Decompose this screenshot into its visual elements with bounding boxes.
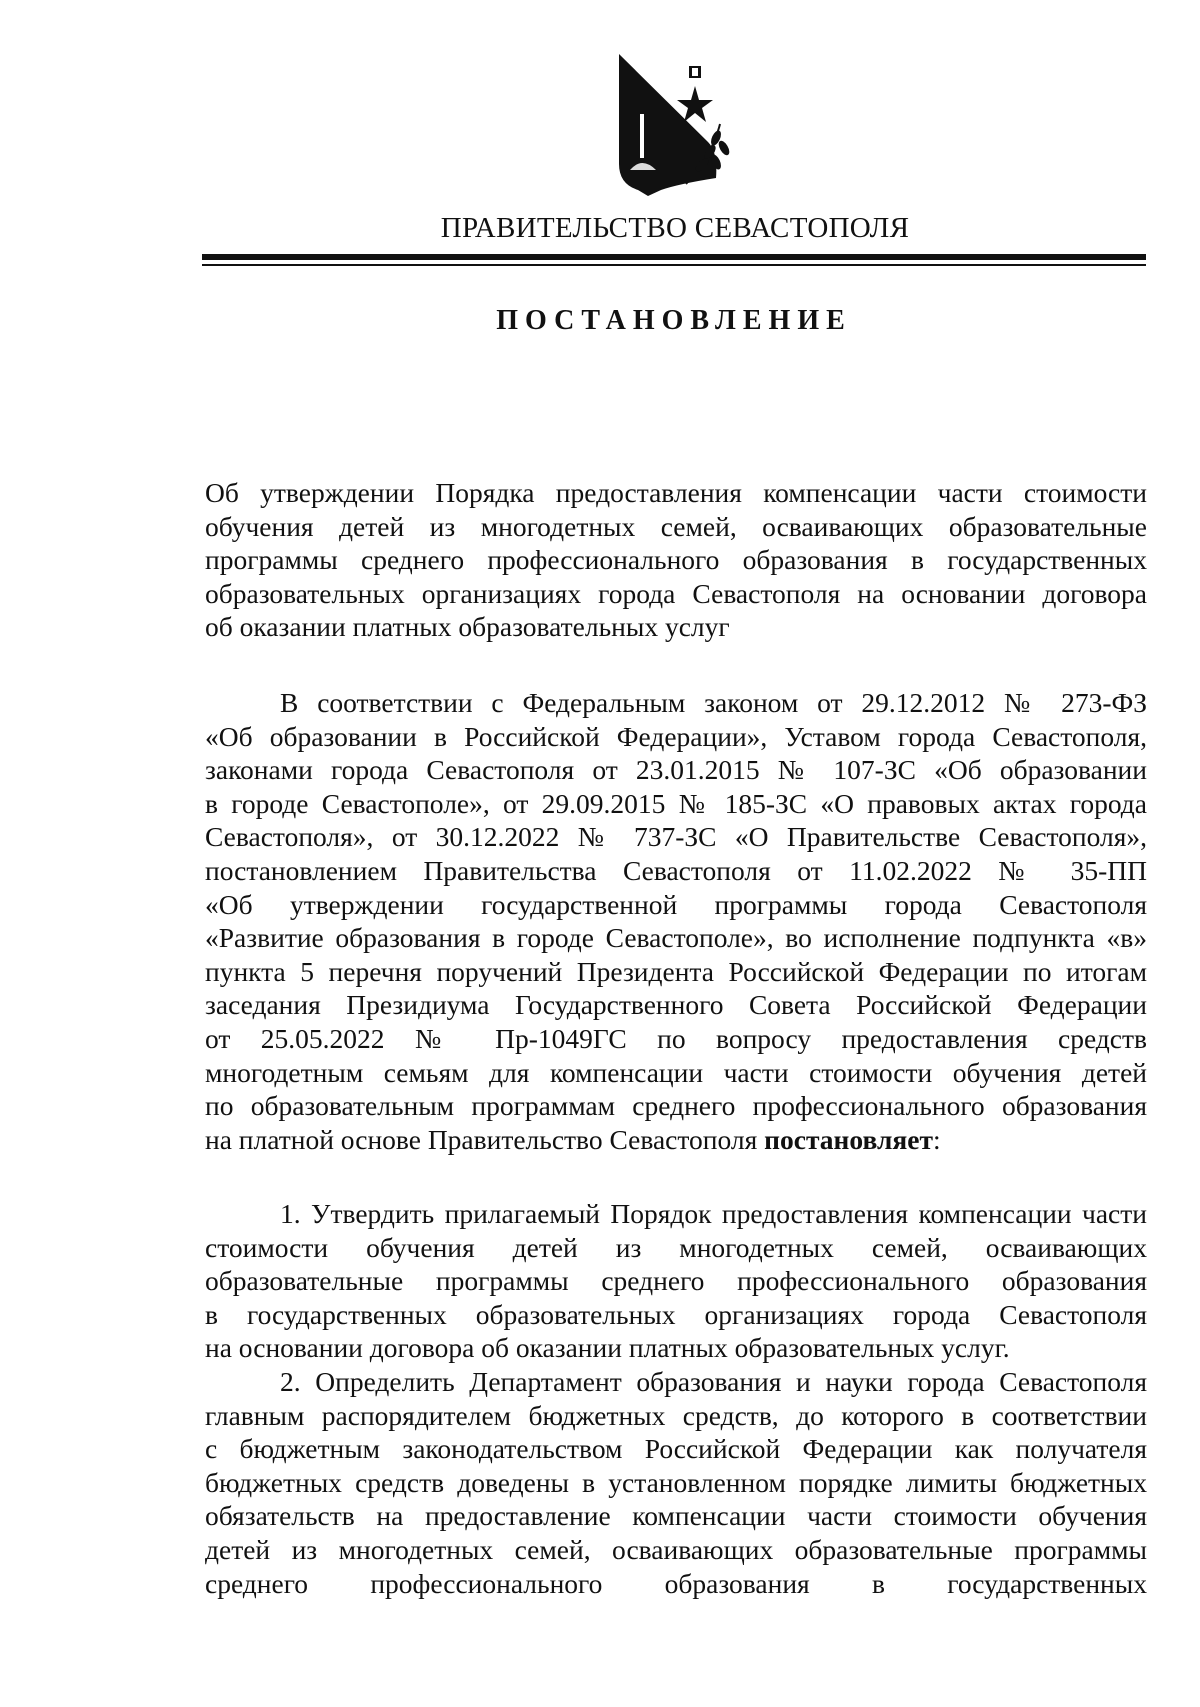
item-1-line: 1. Утвердить прилагаемый Порядок предоставления компенсации части [280,1198,1147,1229]
resolution-items [205,1197,1147,1600]
item-1-line: в государственных образовательных организациях города Севастополя [205,1298,1147,1330]
document-subject [205,476,1147,644]
preamble-paragraph [205,686,1147,1156]
subject-line: обучения детей из многодетных семей, осваивающих образовательные [205,510,1147,542]
item-1-line: на основании договора об оказании платных образовательных услуг. [205,1332,1010,1364]
subject-line: Об утверждении Порядка предоставления компенсации части стоимости [205,477,1147,508]
preamble-line: В соответствии с Федеральным законом от 29.12.2012 № 273-ФЗ [280,687,1147,718]
preamble-line: пункта 5 перечня поручений Президента Российской Федерации по итогам [205,955,1147,987]
item-2-line: обязательств на предоставление компенсации части стоимости обучения [205,1500,1147,1532]
item-2-line: главным распорядителем бюджетных средств, до которого в соответствии [205,1399,1147,1431]
item-2-line: среднего профессионального образования в государственных [205,1567,1147,1599]
preamble-line: многодетным семьям для компенсации части стоимости обучения детей [205,1056,1147,1088]
item-1-line: образовательные программы среднего профессионального образования [205,1265,1147,1297]
preamble-line: законами города Севастополя от 23.01.2015 № 107-ЗС «Об образовании [205,754,1147,786]
preamble-line: заседания Президиума Государственного Совета Российской Федерации [205,989,1147,1021]
preamble-line: постановлением Правительства Севастополя от 11.02.2022 № 35-ПП [205,854,1147,886]
preamble-line: от 25.05.2022 № Пр-1049ГС по вопросу предоставления средств [205,1022,1147,1054]
preamble-final-line [205,1123,1147,1157]
item-1-line: стоимости обучения детей из многодетных семей, осваивающих [205,1231,1147,1263]
preamble-line: «Развитие образования в городе Севастополе», во исполнение подпункта «в» [205,922,1147,954]
organization-title: ПРАВИТЕЛЬСТВО СЕВАСТОПОЛЯ [440,212,910,244]
preamble-line: Севастополя», от 30.12.2022 № 737-ЗС «О Правительстве Севастополя», [205,821,1147,853]
resolves-colon: : [932,1123,941,1155]
preamble-line: «Об утверждении государственной программы города Севастополя [205,888,1147,920]
document-type-heading: ПОСТАНОВЛЕНИЕ [496,305,852,336]
item-2-line: детей из многодетных семей, осваивающих образовательные программы [205,1533,1147,1565]
preamble-line: «Об образовании в Российской Федерации», Уставом города Севастополя, [205,720,1147,752]
subject-line: об оказании платных образовательных услуг [205,611,730,643]
subject-line: программы среднего профессионального образования в государственных [205,544,1147,576]
preamble-line: в городе Севастополе», от 29.09.2015 № 185-ЗС «О правовых актах города [205,787,1147,819]
header-divider-thin [202,264,1146,266]
item-2-line: бюджетных средств доведены в установленном порядке лимиты бюджетных [205,1466,1147,1498]
header-divider-thick [202,254,1146,260]
preamble-line: по образовательным программам среднего профессионального образования [205,1090,1147,1122]
resolves-keyword: постановляет [764,1123,933,1155]
subject-line: образовательных организациях города Севастополя на основании договора [205,577,1147,609]
preamble-line: на платной основе Правительство Севастополя [205,1123,758,1155]
item-2-line: 2. Определить Департамент образования и науки города Севастополя [280,1365,1147,1397]
coat-of-arms-emblem [616,52,746,202]
item-2-line: с бюджетным законодательством Российской Федерации как получателя [205,1433,1147,1465]
